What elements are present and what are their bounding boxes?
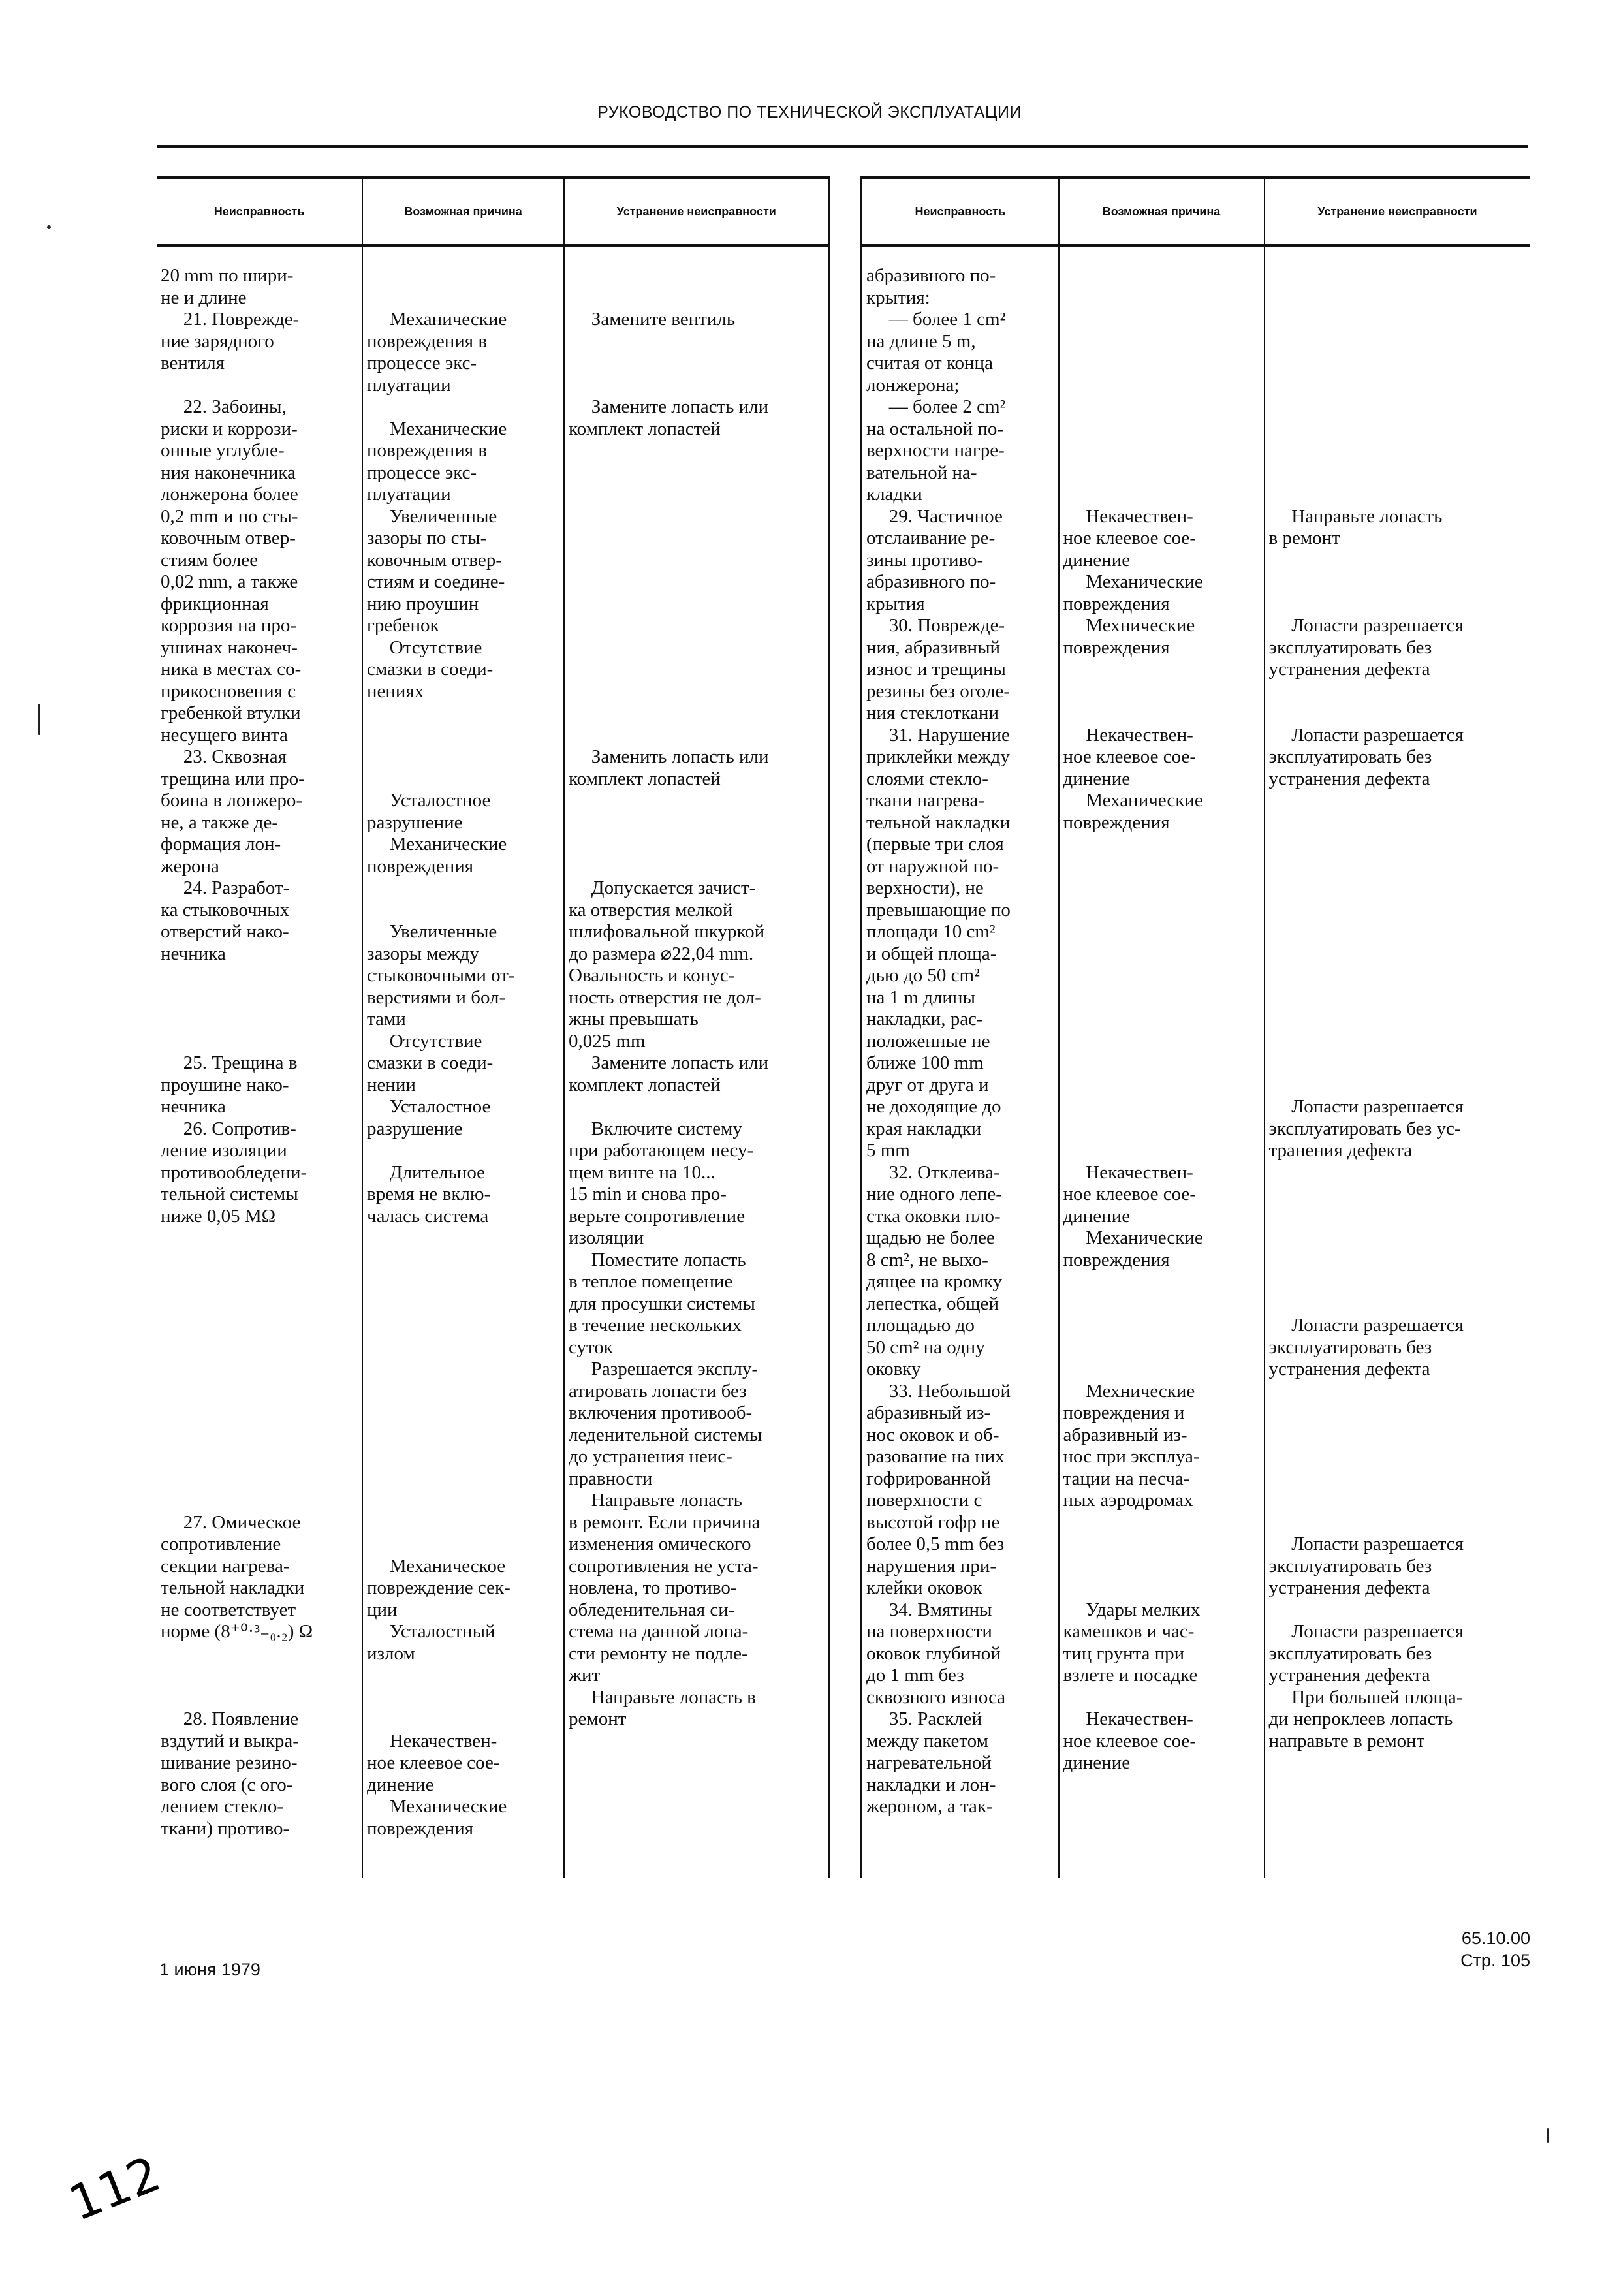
issue-date: 1 июня 1979 [159,1960,260,1979]
table-entry: 27. Омическое сопротивление секции нагрева- тельной накладки не соответствует норме (8⁺⁰·³₋₀.₂) Ω [161,1511,313,1642]
table-entry: Мехнические повреждения и абразивный из- нос при эксплуа- тации на песча- ных аэродромах [1063,1380,1200,1511]
column-header-remedy: Устранение неисправности [1265,178,1530,245]
table-entry: Длительное время не вклю- чалась система [367,1161,491,1227]
table-entry: 23. Сквозная трещина или про- боина в лонжеро- не, а также де- формация лон- жерона [161,746,305,877]
table-entry: Лопасти разрешается эксплуатировать без устранения дефекта [1268,1621,1464,1686]
column-header-cause: Возможная причина [1059,178,1265,245]
table-entry: Лопасти разрешается эксплуатировать без устранения дефекта [1268,724,1464,789]
table-entry: Увеличенные зазоры между стыковочными от- верстиями и бол- тами [367,921,515,1030]
table-entry: Механические повреждения [1063,790,1203,833]
table-entry: Поместите лопасть в теплое помещение для просушки системы в течение нескольких суток [569,1249,755,1358]
table-entry: 25. Трещина в проушине нако- нечника [161,1052,298,1117]
table-entry: Некачествен- ное клеевое сое- динение [1063,1161,1197,1227]
table-entry: Некачествен- ное клеевое сое- динение [1063,505,1197,571]
table-entry: 28. Появление вздутий и выкра- шивание резино- вого слоя (с ого- лением стекло- ткани) противо- [161,1708,299,1839]
scan-artifact [47,225,51,229]
table-entry: 21. Поврежде- ние зарядного вентиля [161,309,300,373]
column-header-cause: Возможная причина [362,178,564,245]
troubleshooting-table-right [860,176,1530,1878]
table-entry: Замените лопасть или комплект лопастей [569,1052,769,1095]
table-entry: Лопасти разрешается эксплуатировать без ус- транения дефекта [1268,1096,1464,1161]
fault-column [862,245,1059,1878]
table-entry: — более 1 cm² на длине 5 m, считая от конца лонжерона; [866,309,1006,396]
table-entry: 34. Вмятины на поверхности оковок глубиной до 1 mm без сквозного износа [866,1599,1006,1708]
table-entry: Усталостное разрушение [367,1096,491,1139]
remedy-column [1265,245,1530,1878]
table-entry: Усталостный излом [367,1621,495,1664]
table-entry: 31. Нарушение приклейки между слоями стекло- ткани нагрева- тельной накладки (первые три слоя от наружной по- верхности), не превышающие по площади 10 cm² и общей площа- дью до 50 cm² на 1 m длины накладки, рас- положенные не ближе 100 mm друг от друга и не доходящие до края накладки 5 mm [866,724,1011,1161]
table-entry: Лопасти разрешается эксплуатировать без устранения дефекта [1268,615,1464,680]
cause-column [1059,245,1265,1878]
table-entry: Лопасти разрешается эксплуатировать без устранения дефекта [1268,1533,1464,1598]
table-entry: Допускается зачист- ка отверстия мелкой шлифовальной шкуркой до размера ⌀22,04 mm. Овальность и конус- ность отверстия не дол- жны превышать 0,025 mm [569,877,765,1052]
page-reference [1460,1927,1530,1972]
table-entry: Механические повреждения [1063,571,1203,614]
table-entry: Отсутствие смазки в соеди- нениях [367,637,494,702]
scan-artifact [1547,2128,1549,2143]
table-entry: Механические повреждения [1063,1227,1203,1270]
table-entry: 33. Небольшой абразивный из- нос оковок и об- разование на них гофрированной поверхности с высотой гофр не более 0,5 mm без нарушения при- клейки оковок [866,1380,1011,1598]
table-entry: 26. Сопротив- ление изоляции противообледени- тельной системы ниже 0,05 MΩ [161,1118,307,1227]
scan-artifact [38,704,40,735]
table-entry: Замените лопасть или комплект лопастей [569,396,769,439]
column-header-fault: Неисправность [157,178,362,245]
table-entry: 24. Разработ- ка стыковочных отверстий нако- нечника [161,877,290,964]
table-entry: 30. Поврежде- ния, абразивный износ и трещины резины без оголе- ния стеклоткани [866,615,1011,723]
table-entry: 20 mm по шири- не и длине [161,265,294,308]
cause-column [362,245,564,1878]
document-code: 65.10.00 [1461,1928,1530,1948]
table-entry: 35. Расклей между пакетом нагревательной накладки и лон- жероном, а так- [866,1708,996,1817]
table-entry: Замените вентиль [591,309,736,330]
column-header-remedy: Устранение неисправности [564,178,829,245]
page-number: Стр. 105 [1460,1951,1530,1970]
table-entry: Разрешается эксплу- атировать лопасти без включения противооб- леденительной системы до устранения неис- правности [569,1359,762,1489]
table-entry: 29. Частичное отслаивание ре- зины противо- абразивного по- крытия [866,505,1003,614]
table-entry: Направьте лопасть в ремонт [1268,505,1443,548]
table-entry: — более 2 cm² на остальной по- верхности нагре- вательной на- кладки [866,396,1006,505]
table-entry: Механические повреждения в процессе экс- плуатации [367,309,507,396]
remedy-column [564,245,829,1878]
table-entry: Механические повреждения в процессе экс- плуатации [367,418,507,505]
table-entry: 32. Отклеива- ние одного лепе- стка оковки пло- щадью не более 8 cm², не выхо- дящее на кромку лепестка, общей площадью до 50 cm² на одну оковку [866,1161,1003,1379]
table-entry: Механические повреждения [367,1796,507,1839]
table-entry: Мехнические повреждения [1063,615,1195,658]
table-entry: Некачествен- ное клеевое сое- динение [1063,1708,1197,1773]
table-entry: Механическое повреждение сек- ции [367,1555,511,1620]
table-entry: Увеличенные зазоры по сты- ковочным отвер- стиям и соедине- нию проушин гребенок [367,505,505,636]
table-entry: абразивного по- крытия: [866,265,996,308]
table-entry: Лопасти разрешается эксплуатировать без устранения дефекта [1268,1315,1464,1379]
handwritten-page-number: 112 [61,2145,168,2233]
table-entry: 22. Забоины, риски и коррози- онные углубле- ния наконечника лонжерона более 0,2 mm и по сты- ковочным отвер- стиям более 0,02 mm, а также фрикционная коррозия на про- ушинах наконеч- ника в местах со- прикосновения с гребенкой втулки несущего винта [161,396,302,746]
table-entry: Некачествен- ное клеевое сое- динение [367,1730,500,1795]
table-entry: При большей площа- ди непроклеев лопасть направьте в ремонт [1268,1686,1463,1752]
fault-column [157,245,362,1878]
table-entry: Удары мелких камешков и час- тиц грунта при взлете и посадке [1063,1599,1201,1686]
table-entry: Заменить лопасть или комплект лопастей [569,746,769,789]
table-entry: Механические повреждения [367,834,507,877]
table-entry: Усталостное разрушение [367,790,491,833]
table-entry: Направьте лопасть в ремонт. Если причина изменения омического сопротивления не уста- новлена, то противо- обледенительная си- стема на данной лопа- сти ремонту не подле- жит [569,1490,761,1686]
table-entry: Некачествен- ное клеевое сое- динение [1063,724,1197,789]
table-entry: Отсутствие смазки в соеди- нении [367,1030,494,1095]
running-title: РУКОВОДСТВО ПО ТЕХНИЧЕСКОЙ ЭКСПЛУАТАЦИИ [597,103,1022,121]
table-entry: Направьте лопасть в ремонт [569,1686,756,1729]
column-header-fault: Неисправность [862,178,1059,245]
table-entry: Включите систему при работающем несу- щем винте на 10... 15 min и снова про- верьте сопротивление изоляции [569,1118,754,1248]
header-rule [157,145,1528,148]
troubleshooting-table-left [157,176,830,1878]
